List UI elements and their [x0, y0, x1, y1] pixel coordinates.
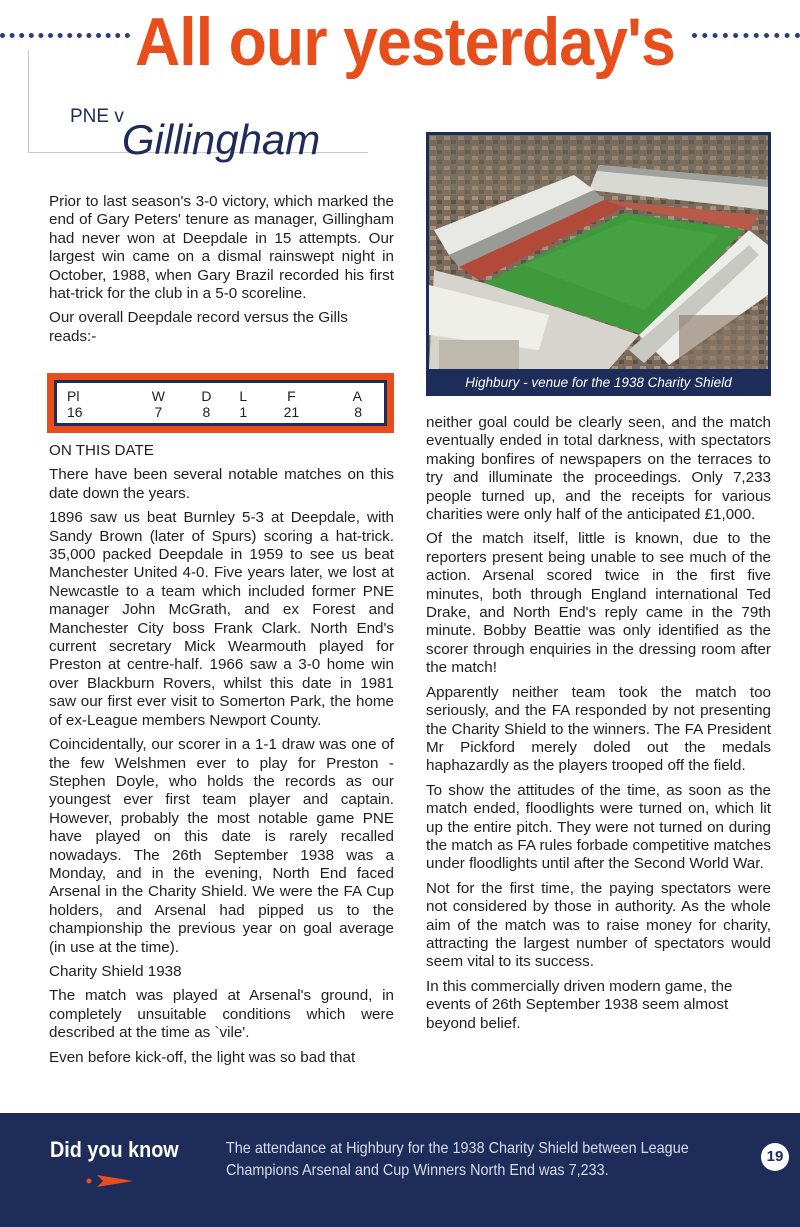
intro-paragraph: Our overall Deepdale record versus the Gills reads:-	[49, 309, 348, 345]
record-value-f: 21	[283, 404, 300, 420]
did-you-know-label: Did you know	[50, 1137, 179, 1162]
arrow-icon	[85, 1171, 135, 1196]
on-this-date-paragraph: 1896 saw us beat Burnley 5-3 at Deepdale, with Sandy Brown (later of Spurs) scoring a hat-trick. 35,000 packed Deepdale in 1959 to see us beat Manchester United 4-0. Five years later, we lost at Newcastle to a team which included former PNE manager John McGrath, and ex Forest and Manchester City boss Frank Clark. North End's current secretary Mick Wearmouth played for Preston at centre-half. 1966 saw a 3-0 home win over Blackburn Rovers, whilst this date in 1981 saw our first ever visit to Somerton Park, the home of ex-League members Newport County.	[49, 509, 394, 729]
header-rule-vertical	[28, 50, 29, 152]
deepdale-record-inner	[54, 380, 387, 426]
record-header-f: F	[287, 388, 296, 404]
photo-caption: Highbury - venue for the 1938 Charity Shield	[465, 375, 732, 390]
did-you-know-banner	[0, 1113, 800, 1227]
page-title: All our yesterday's	[135, 4, 675, 80]
on-this-date-paragraph: Coincidentally, our scorer in a 1-1 draw was one of the few Welshmen ever to play for Preston - Stephen Doyle, who holds the records as our youngest ever first team player and captain. However, probably the most notable game PNE have played on this date is rarely recalled nowadays. The 26th September 1938 was a Monday, and in the evening, North End faced Arsenal in the Charity Shield. We were the FA Cup holders, and Arsenal had pipped us to the championship the previous year on goal average (in use at the time).	[49, 736, 394, 956]
deepdale-record-box	[47, 373, 394, 433]
page-number: 19	[761, 1143, 789, 1171]
matchup-prefix: PNE v	[70, 106, 124, 127]
record-header-pl: Pl	[67, 388, 80, 404]
charity-shield-heading: Charity Shield 1938	[49, 962, 182, 980]
charity-shield-paragraph: Apparently neither team took the match too seriously, and the FA responded by not presenting the Charity Shield to the winners. The FA President Mr Pickford merely doled out the medals haphazardly as the players trooped off the field.	[426, 683, 771, 775]
record-header-row	[67, 388, 362, 404]
record-header-a: A	[352, 388, 362, 404]
record-value-w: 7	[154, 404, 163, 420]
charity-shield-continued	[426, 414, 771, 1039]
intro-section	[49, 193, 394, 352]
record-value-pl: 16	[67, 404, 83, 420]
record-header-w: W	[151, 388, 165, 404]
record-value-l: 1	[239, 404, 248, 420]
deepdale-record-table	[67, 388, 362, 420]
intro-paragraph: Prior to last season's 3-0 victory, which marked the end of Gary Peters' tenure as manager, Gillingham had never won at Deepdale in 15 attempts. Our largest win came on a dismal rainswept night in October, 1988, when Gary Brazil recorded his first hat-trick for the club in a 5-0 scoreline.	[49, 193, 394, 303]
charity-shield-paragraph: In this commercially driven modern game, the events of 26th September 1938 seem almost beyond belief.	[426, 977, 733, 1032]
match-subtitle	[70, 102, 321, 163]
did-you-know-text: The attendance at Highbury for the 1938 Charity Shield between League Champions Arsenal and Cup Winners North End was 7,233.	[226, 1140, 689, 1179]
highbury-photo	[426, 132, 771, 396]
stadium-aerial-image	[429, 135, 768, 369]
header-dots-right	[692, 33, 800, 38]
opponent-name: Gillingham	[121, 116, 321, 163]
charity-shield-paragraph: Even before kick-off, the light was so bad that	[49, 1048, 356, 1066]
charity-shield-paragraph: The match was played at Arsenal's ground, in completely unsuitable conditions which were described at the time as `vile'.	[49, 987, 394, 1042]
record-value-d: 8	[202, 404, 211, 420]
on-this-date-heading: ON THIS DATE	[49, 442, 154, 459]
charity-shield-paragraph: Of the match itself, little is known, due to the reporters present being unable to see much of the action. Arsenal scored twice in the first five minutes, both through England international Ted Drake, and North End's reply came in the 79th minute. Bobby Beattie was only identified as the scorer through enquiries in the dressing room after the match!	[426, 530, 771, 677]
charity-shield-paragraph: neither goal could be clearly seen, and the match eventually ended in total darkness, with spectators making bonfires of newspapers on the terraces to try and illuminate the proceedings. Only 7,233 people turned up, and the receipts for various charities were only half of the anticipated £1,000.	[426, 414, 771, 524]
record-value-a: 8	[354, 404, 362, 420]
on-this-date-paragraph: There have been several notable matches on this date down the years.	[49, 466, 394, 502]
charity-shield-paragraph: Not for the first time, the paying spectators were not considered by those in authority. As the whole aim of the match was to raise money for charity, attracting the largest number of spectators would seem vital to its success.	[426, 879, 771, 971]
charity-shield-paragraph: To show the attitudes of the time, as soon as the match ended, floodlights were turned on, which lit up the entire pitch. They were not turned on during the match as FA rules forbade competitive matches under floodlights until after the Second World War.	[426, 781, 771, 873]
record-value-row	[67, 404, 362, 420]
record-header-d: D	[201, 388, 212, 404]
header-dots-left	[0, 33, 130, 38]
record-header-l: L	[239, 388, 248, 404]
on-this-date-section	[49, 442, 394, 1073]
